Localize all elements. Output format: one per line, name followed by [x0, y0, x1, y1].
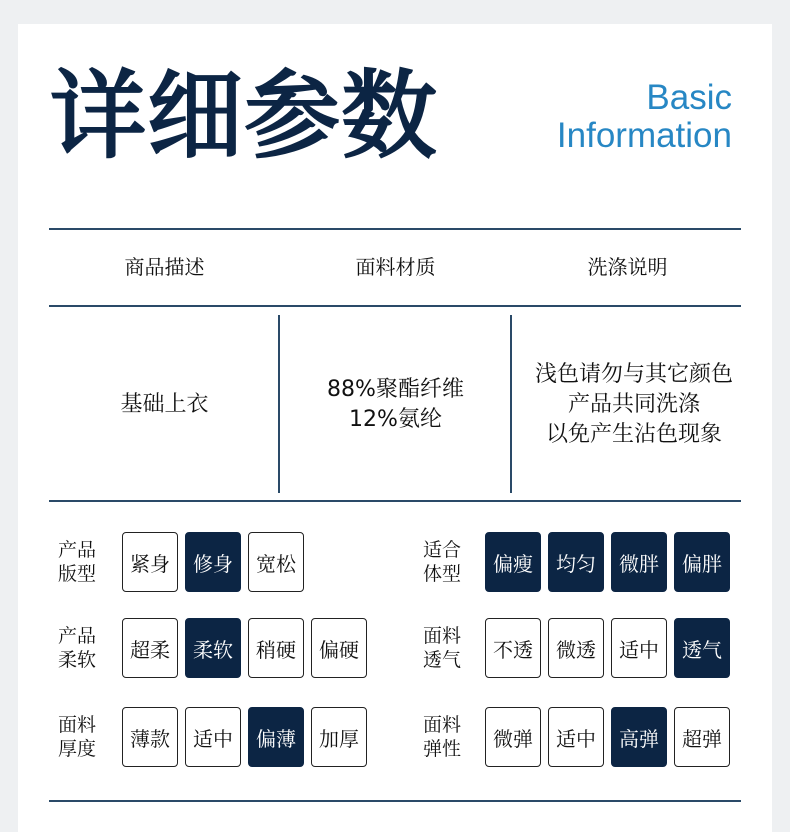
subtitle-line-2: Information [556, 116, 732, 155]
attribute-label-line: 面料 [423, 714, 462, 736]
washing-line-3: 以免产生沾色现象 [545, 422, 722, 447]
attribute-option: 透气 [674, 618, 730, 678]
page-title: 详细参数 [50, 60, 438, 172]
attribute-label-line: 弹性 [423, 738, 462, 760]
washing-line-1: 浅色请勿与其它颜色 [534, 362, 733, 387]
attribute-label-line: 体型 [423, 563, 462, 585]
attribute-option: 适中 [611, 618, 667, 678]
material-line-1: 88%聚酯纤维 [327, 377, 464, 402]
attribute-option: 不透 [485, 618, 541, 678]
attribute-label-line: 透气 [423, 649, 462, 671]
attribute-option: 超弹 [674, 707, 730, 767]
column-header-washing: 洗涤说明 [587, 255, 668, 279]
column-header-material: 面料材质 [355, 255, 436, 279]
description-text: 基础上衣 [120, 392, 209, 417]
attribute-label-line: 面料 [423, 625, 462, 647]
attribute-label-line: 产品 [58, 625, 97, 647]
attribute-label-line: 产品 [58, 539, 97, 561]
attribute-label-line: 厚度 [58, 738, 97, 760]
divider-table-bottom [49, 500, 741, 502]
attribute-label [423, 624, 473, 672]
attribute-label [58, 713, 108, 761]
attribute-option: 修身 [185, 532, 241, 592]
attribute-option: 超柔 [122, 618, 178, 678]
attribute-label [58, 624, 108, 672]
attribute-option: 加厚 [311, 707, 367, 767]
column-header-description: 商品描述 [124, 255, 205, 279]
attribute-option: 稍硬 [248, 618, 304, 678]
attribute-option: 均匀 [548, 532, 604, 592]
material-cell [280, 316, 511, 494]
attribute-option: 高弹 [611, 707, 667, 767]
attribute-option: 微胖 [611, 532, 667, 592]
attribute-option: 偏薄 [248, 707, 304, 767]
attribute-label [423, 713, 473, 761]
divider-bottom [49, 800, 741, 802]
divider-header [49, 305, 741, 307]
attribute-label-line: 适合 [423, 539, 462, 561]
attribute-option: 柔软 [185, 618, 241, 678]
divider-top [49, 228, 741, 230]
attribute-option: 微透 [548, 618, 604, 678]
english-subtitle [557, 79, 732, 155]
attribute-option: 紧身 [122, 532, 178, 592]
attribute-option: 适中 [185, 707, 241, 767]
attribute-option: 宽松 [248, 532, 304, 592]
washing-cell [512, 316, 756, 494]
attribute-label [58, 538, 108, 586]
attribute-option: 偏胖 [674, 532, 730, 592]
attribute-option: 偏瘦 [485, 532, 541, 592]
attribute-label-line: 柔软 [58, 649, 97, 671]
attribute-option: 偏硬 [311, 618, 367, 678]
attribute-option: 薄款 [122, 707, 178, 767]
attribute-label [423, 538, 473, 586]
subtitle-line-1: Basic [646, 78, 732, 117]
material-line-2: 12%氨纶 [349, 407, 442, 432]
attribute-label-line: 面料 [58, 714, 97, 736]
attribute-label-line: 版型 [58, 563, 97, 585]
spec-card [18, 24, 772, 832]
washing-line-2: 产品共同洗涤 [567, 392, 700, 417]
description-cell [49, 316, 280, 494]
attribute-option: 微弹 [485, 707, 541, 767]
attribute-option: 适中 [548, 707, 604, 767]
